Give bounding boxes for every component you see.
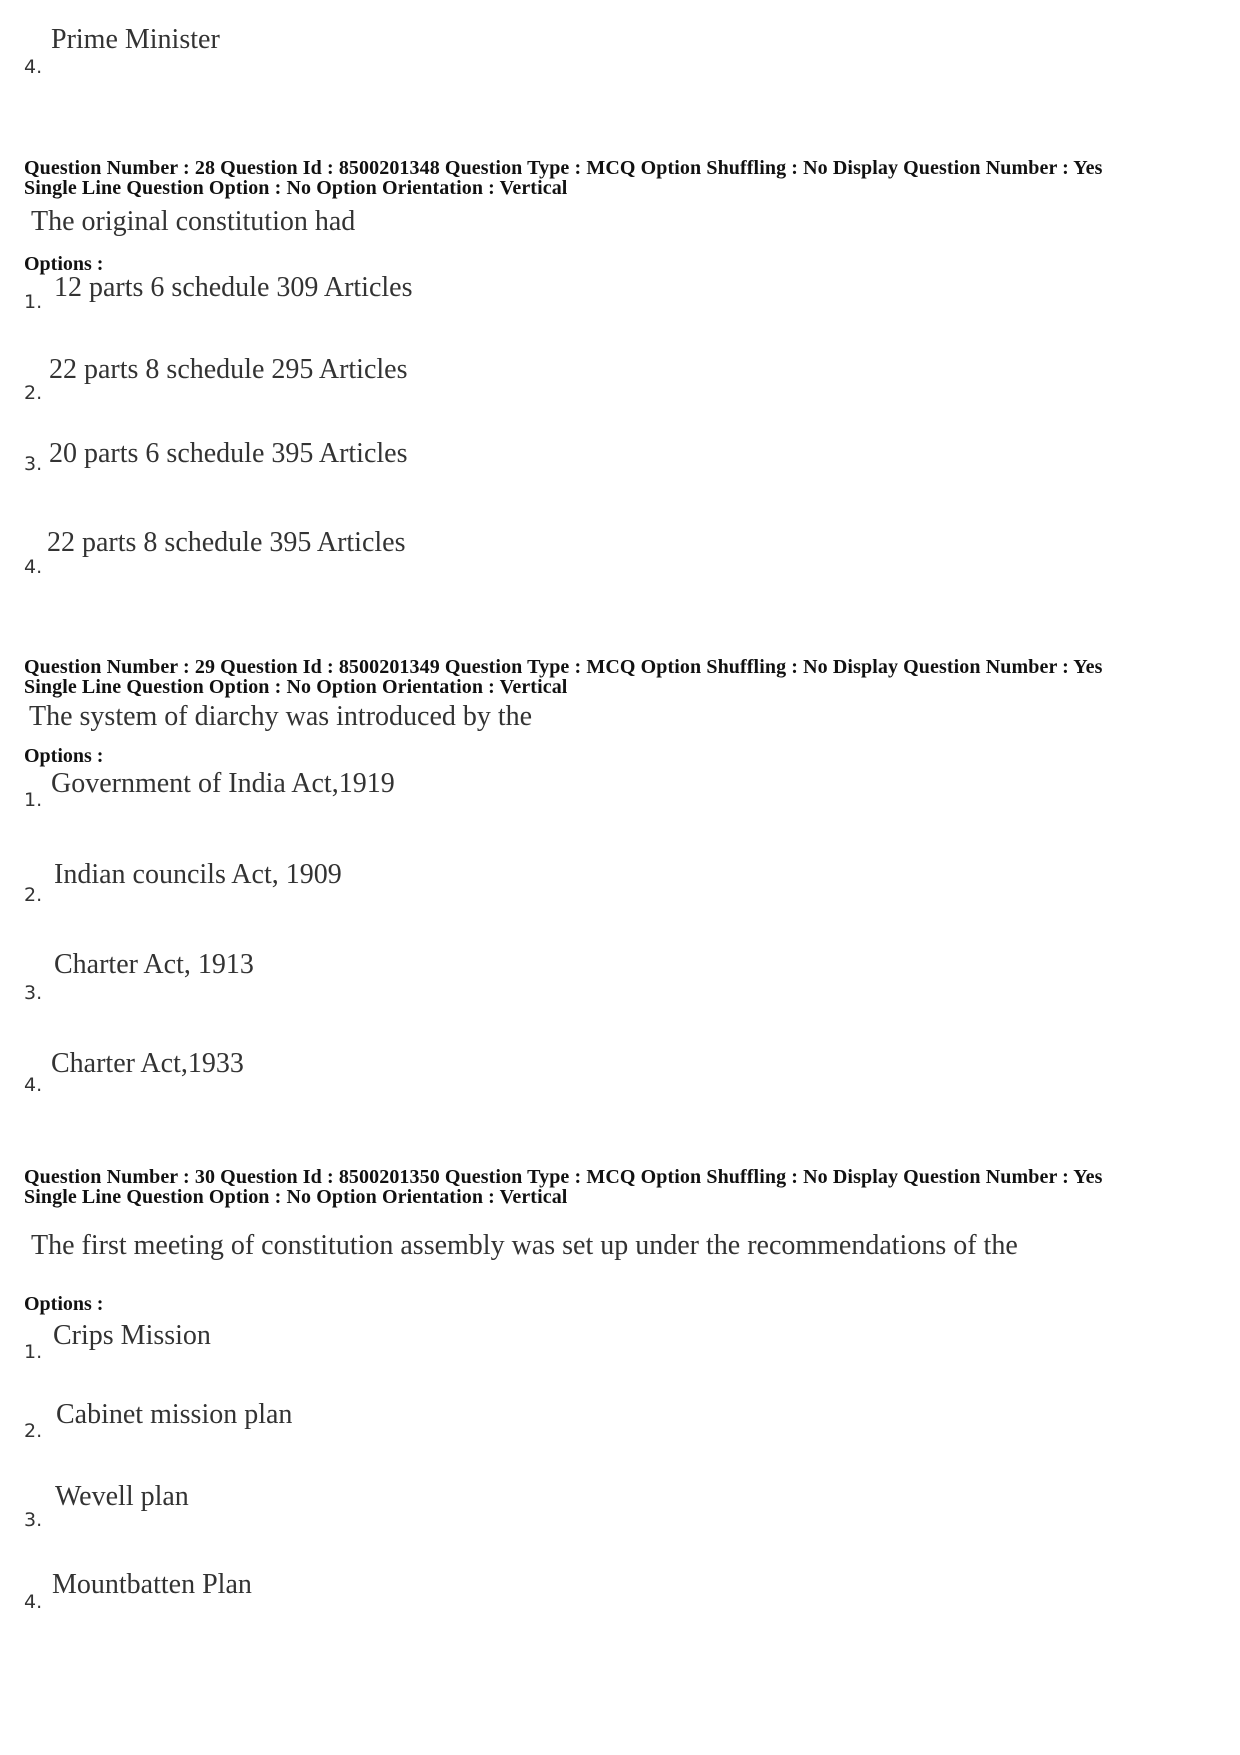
options-label: Options :: [24, 1293, 104, 1315]
option-number: 4.: [24, 56, 43, 78]
option-text: Prime Minister: [51, 24, 220, 55]
question-text: The original constitution had: [31, 206, 356, 237]
question-meta-line1: Question Number : 28 Question Id : 8500201348 Question Type : MCQ Option Shuffling : No Display Question Number : Yes: [24, 157, 1103, 179]
question-meta-line2: Single Line Question Option : No Option Orientation : Vertical: [24, 177, 568, 199]
option-number: 3.: [24, 982, 43, 1004]
question-text: The system of diarchy was introduced by the: [29, 701, 533, 732]
option-number: 1.: [24, 291, 43, 313]
option-text: 22 parts 8 schedule 395 Articles: [47, 527, 406, 558]
option-number: 1.: [24, 1341, 43, 1363]
question-meta-line1: Question Number : 29 Question Id : 8500201349 Question Type : MCQ Option Shuffling : No Display Question Number : Yes: [24, 656, 1103, 678]
option-number: 4.: [24, 1074, 43, 1096]
option-text: 20 parts 6 schedule 395 Articles: [49, 438, 408, 469]
option-text: Government of India Act,1919: [51, 768, 395, 799]
option-number: 3.: [24, 453, 43, 475]
option-text: 12 parts 6 schedule 309 Articles: [54, 272, 413, 303]
question-meta-line2: Single Line Question Option : No Option Orientation : Vertical: [24, 676, 568, 698]
question-meta-line2: Single Line Question Option : No Option Orientation : Vertical: [24, 1186, 568, 1208]
option-text: Crips Mission: [53, 1320, 211, 1351]
question-text: The first meeting of constitution assembly was set up under the recommendations of the: [31, 1230, 1018, 1261]
option-text: Charter Act, 1913: [54, 949, 254, 980]
option-text: Cabinet mission plan: [56, 1399, 293, 1430]
option-number: 2.: [24, 884, 43, 906]
option-number: 4.: [24, 556, 43, 578]
option-text: Mountbatten Plan: [52, 1569, 252, 1600]
option-number: 2.: [24, 382, 43, 404]
option-number: 4.: [24, 1591, 43, 1613]
option-number: 1.: [24, 789, 43, 811]
option-number: 2.: [24, 1420, 43, 1442]
option-text: Indian councils Act, 1909: [54, 859, 342, 890]
question-meta-line1: Question Number : 30 Question Id : 8500201350 Question Type : MCQ Option Shuffling : No Display Question Number : Yes: [24, 1166, 1103, 1188]
option-text: Wevell plan: [55, 1481, 189, 1512]
options-label: Options :: [24, 253, 104, 275]
option-number: 3.: [24, 1509, 43, 1531]
options-label: Options :: [24, 745, 104, 767]
option-text: 22 parts 8 schedule 295 Articles: [49, 354, 408, 385]
option-text: Charter Act,1933: [51, 1048, 244, 1079]
